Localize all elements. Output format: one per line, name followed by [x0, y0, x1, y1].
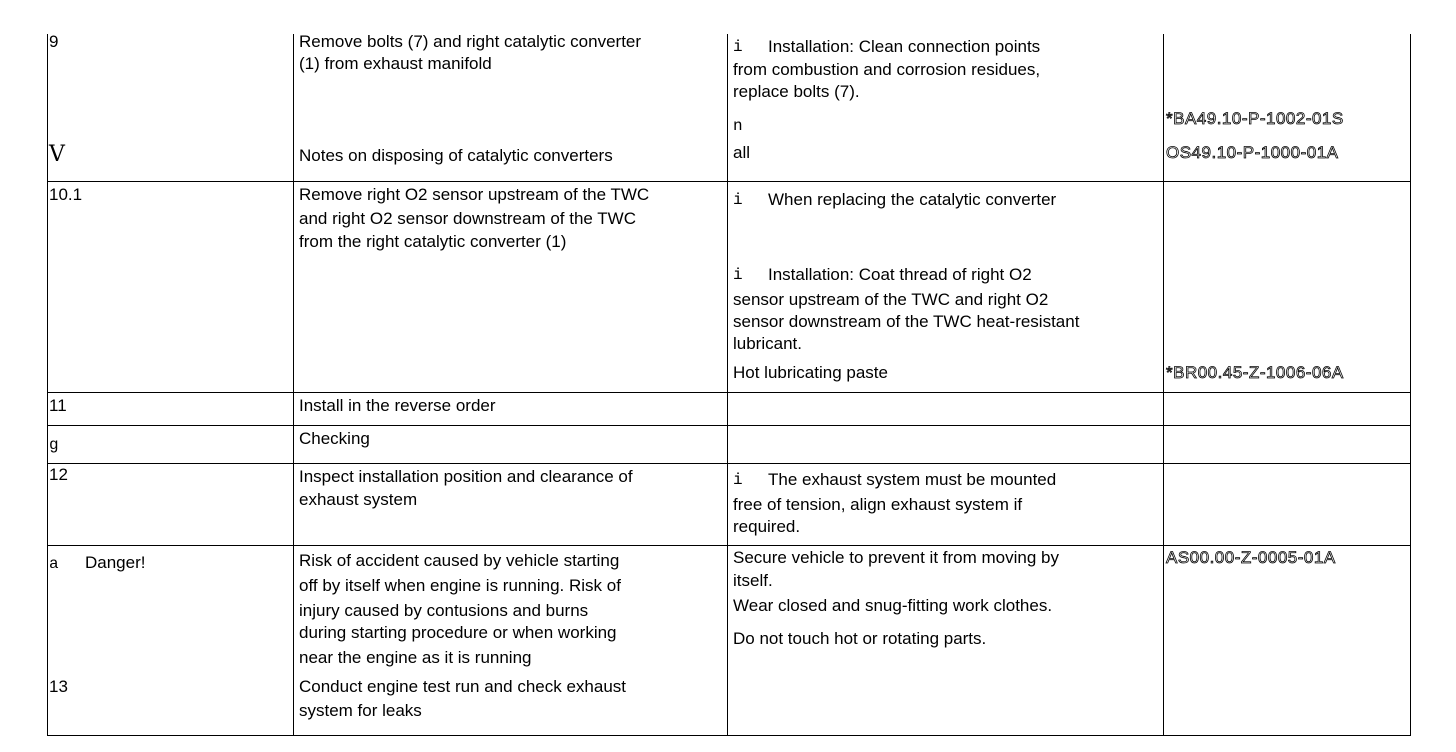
row-divider: [47, 181, 1411, 182]
row-divider: [47, 425, 1411, 426]
note-text: sensor upstream of the TWC and right O2: [733, 290, 1049, 309]
note-text: lubricant.: [733, 334, 802, 353]
info-icon: i: [733, 38, 743, 56]
step-number: 11: [49, 396, 67, 415]
safety-text: Secure vehicle to prevent it from moving by: [733, 548, 1059, 567]
note-text: free of tension, align exhaust system if: [733, 495, 1023, 514]
reference-link[interactable]: *BA49.10-P-1002-01S: [1166, 109, 1344, 128]
warning-text: injury caused by contusions and burns: [299, 601, 589, 620]
action-text: Inspect installation position and clearance of: [299, 467, 633, 486]
danger-icon: a: [49, 555, 59, 573]
info-icon: i: [733, 266, 743, 284]
safety-text: itself.: [733, 571, 773, 590]
danger-label: Danger!: [85, 553, 146, 572]
warning-text: Risk of accident caused by vehicle starting: [299, 551, 620, 570]
note-text: When replacing the catalytic converter: [768, 190, 1057, 209]
note-text: Installation: Clean connection points: [768, 37, 1041, 56]
notes-icon: V: [49, 142, 65, 167]
material-text: Hot lubricating paste: [733, 363, 888, 382]
step-number: 10.1: [49, 185, 83, 204]
column-divider: [293, 34, 294, 736]
warning-text: off by itself when engine is running. Risk of: [299, 576, 621, 595]
row-divider: [47, 735, 1411, 736]
reference-link[interactable]: AS00.00-Z-0005-01A: [1166, 548, 1336, 567]
action-text: Notes on disposing of catalytic converters: [299, 146, 613, 165]
row-divider: [47, 545, 1411, 546]
row-divider: [47, 392, 1411, 393]
action-text: (1) from exhaust manifold: [299, 54, 492, 73]
note-text: Installation: Coat thread of right O2: [768, 265, 1032, 284]
reference-link[interactable]: OS49.10-P-1000-01A: [1166, 143, 1339, 162]
action-text: exhaust system: [299, 490, 418, 509]
note-text: replace bolts (7).: [733, 82, 860, 101]
note-text: required.: [733, 517, 801, 536]
column-divider: [727, 34, 728, 736]
note-text: all: [733, 143, 751, 162]
note-text: The exhaust system must be mounted: [768, 470, 1057, 489]
column-divider: [47, 34, 48, 736]
action-text: Conduct engine test run and check exhaust: [299, 677, 626, 696]
column-divider: [1163, 34, 1164, 736]
safety-text: Wear closed and snug-fitting work clothes.: [733, 596, 1053, 615]
action-text: from the right catalytic converter (1): [299, 232, 567, 251]
step-number: 9: [49, 32, 59, 51]
note-text: from combustion and corrosion residues,: [733, 60, 1041, 79]
action-text: system for leaks: [299, 701, 422, 720]
step-number: 12: [49, 465, 68, 484]
reference-link[interactable]: *BR00.45-Z-1006-06A: [1166, 363, 1344, 382]
checking-icon: g: [49, 436, 59, 454]
warning-text: near the engine as it is running: [299, 648, 532, 667]
note-text: sensor downstream of the TWC heat-resistant: [733, 312, 1080, 331]
action-text: Install in the reverse order: [299, 396, 496, 415]
info-icon: i: [733, 471, 743, 489]
info-icon: i: [733, 191, 743, 209]
warning-text: during starting procedure or when working: [299, 623, 617, 642]
action-text: Remove right O2 sensor upstream of the TWC: [299, 185, 650, 204]
action-text: Checking: [299, 429, 370, 448]
tools-icon: n: [733, 117, 743, 135]
safety-text: Do not touch hot or rotating parts.: [733, 629, 987, 648]
action-text: Remove bolts (7) and right catalytic converter: [299, 32, 642, 51]
action-text: and right O2 sensor downstream of the TWC: [299, 209, 637, 228]
row-divider: [47, 463, 1411, 464]
step-number: 13: [49, 677, 68, 696]
column-divider: [1410, 34, 1411, 736]
